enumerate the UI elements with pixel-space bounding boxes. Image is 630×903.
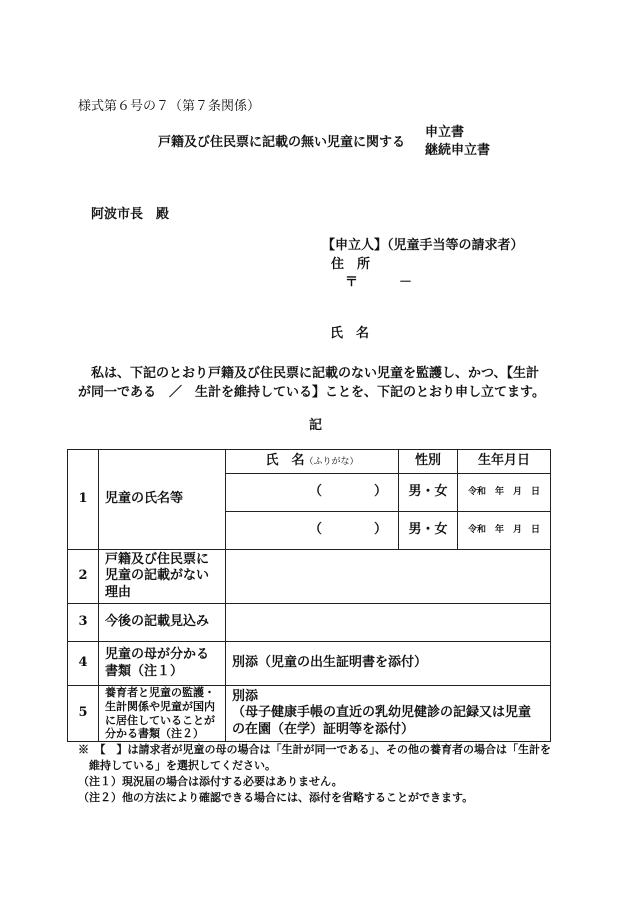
postal-dash: －	[399, 275, 413, 290]
prospect-field[interactable]	[226, 604, 551, 642]
form-title: 戸籍及び住民票に記載の無い児童に関する	[158, 135, 406, 150]
form-number: 様式第６号の７（第７条関係）	[78, 99, 261, 114]
row-number: 1	[68, 450, 99, 550]
note-2: （注２）他の方法により確認できる場合には、添付を省略することができます。	[78, 791, 474, 804]
sex-field[interactable]: 男・女	[399, 474, 458, 512]
title-option-2: 継続申立書	[425, 143, 491, 158]
title-option-1: 申立書	[425, 125, 465, 140]
note-bracket-2: 維持している」を選択してください。	[78, 759, 276, 772]
row-label-children: 児童の氏名等	[99, 450, 226, 550]
statement-line-2: が同一である ／ 生計を維持している】ことを、下記のとおり申し立てます。	[78, 385, 545, 400]
header-name-text: 氏 名	[265, 453, 305, 469]
applicant-heading: 【申立人】（児童手当等の請求者）	[322, 238, 524, 253]
relationship-document-content: 別添 （母子健康手帳の直近の乳幼児健診の記録又は児童 の在園（在学）証明等を添付）	[226, 686, 551, 742]
header-birth: 生年月日	[458, 450, 551, 474]
row-label-mother-document: 児童の母が分かる 書類（注１）	[99, 642, 226, 686]
name-label: 氏 名	[330, 326, 370, 341]
child-name-field[interactable]	[226, 474, 399, 512]
ki-label: 記	[309, 418, 323, 433]
header-name-kana: （ふりがな）	[304, 457, 359, 468]
addressee: 阿波市長 殿	[91, 207, 170, 222]
mother-document-content: 別添（児童の出生証明書を添付）	[226, 642, 551, 686]
details-table	[67, 449, 551, 742]
notes	[78, 742, 551, 806]
birth-field[interactable]: 令和 年 月 日	[458, 512, 551, 550]
note-1: （注１）現況届の場合は添付する必要はありません。	[78, 775, 343, 788]
row-number: 4	[68, 642, 99, 686]
child-name-field[interactable]	[226, 512, 399, 550]
row-number: 3	[68, 604, 99, 642]
birth-field[interactable]: 令和 年 月 日	[458, 474, 551, 512]
header-sex: 性別	[399, 450, 458, 474]
row-label-relationship-document: 養育者と児童の監護・ 生計関係や児童が国内 に居住していることが 分かる書類（注２）	[99, 686, 226, 742]
sex-field[interactable]: 男・女	[399, 512, 458, 550]
note-bracket-1: ※ 【 】は請求者が児童の母の場合は「生計が同一である」、その他の養育者の場合は「生計を	[78, 743, 551, 756]
header-name	[226, 450, 399, 474]
row-label-prospect: 今後の記載見込み	[99, 604, 226, 642]
address-label: 住 所	[331, 257, 371, 272]
row-label-reason: 戸籍及び住民票に 児童の記載がない 理由	[99, 550, 226, 604]
reason-field[interactable]	[226, 550, 551, 604]
kana-paren: （ ）	[308, 522, 388, 538]
kana-paren: （ ）	[308, 484, 388, 500]
row-number: 5	[68, 686, 99, 742]
statement-line-1: 私は、下記のとおり戸籍及び住民票に記載のない児童を監護し、かつ、【生計	[91, 366, 539, 381]
row-number: 2	[68, 550, 99, 604]
postal-mark: 〒	[345, 275, 359, 290]
